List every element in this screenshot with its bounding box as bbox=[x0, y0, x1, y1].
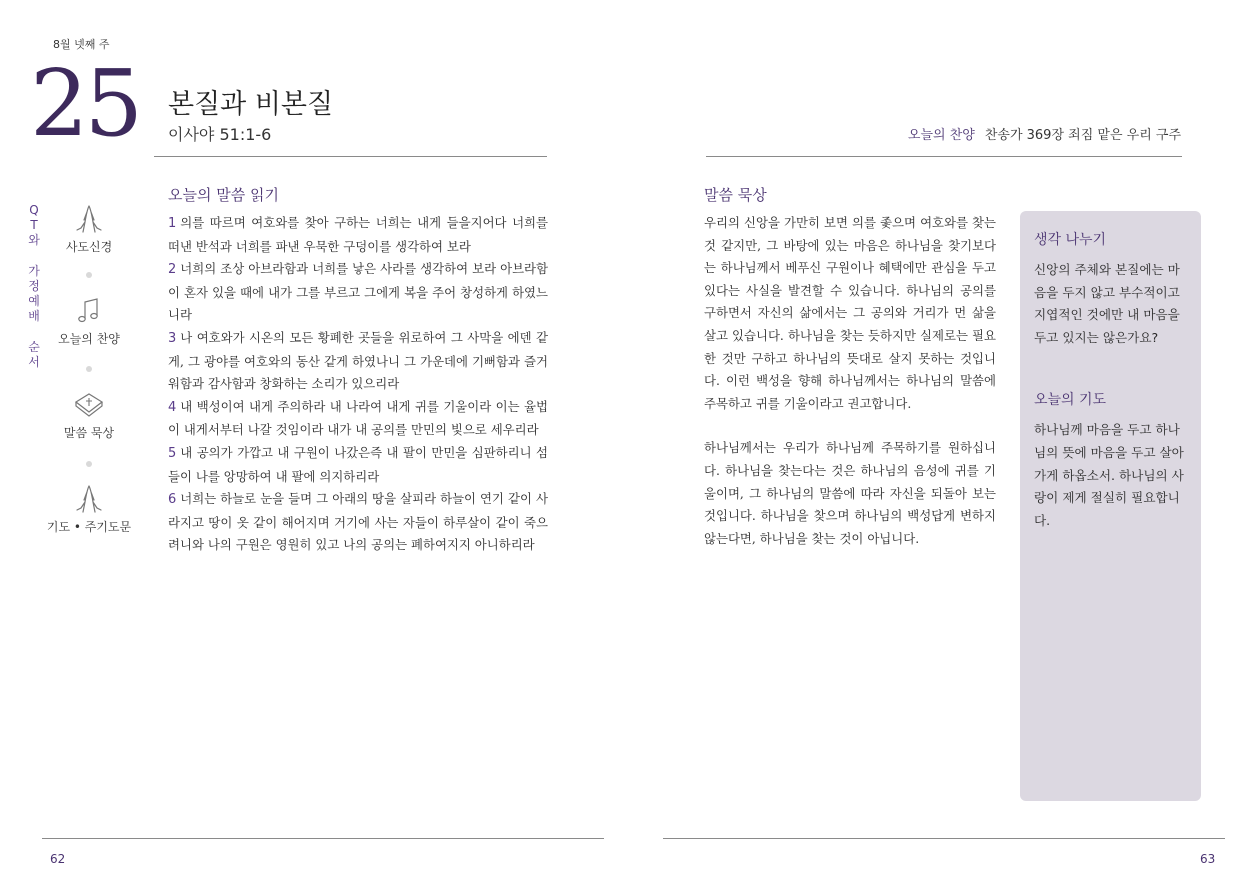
scripture-verses bbox=[168, 212, 548, 557]
hymn-title: 찬송가 369장 죄짐 맡은 우리 구주 bbox=[984, 128, 1181, 143]
order-separator-dot bbox=[86, 366, 92, 372]
order-separator-dot bbox=[86, 272, 92, 278]
week-label: 8월 넷째 주 bbox=[53, 38, 110, 51]
meditation-heading: 말씀 묵상 bbox=[704, 186, 767, 204]
scripture-reference: 이사야 51:1-6 bbox=[168, 125, 272, 144]
order-item-creed bbox=[46, 204, 132, 255]
order-item-hymn bbox=[46, 296, 132, 347]
hymn-info bbox=[908, 124, 1181, 143]
meditation-text bbox=[704, 212, 996, 550]
hymn-label: 오늘의 찬양 bbox=[907, 128, 975, 143]
header-rule-left bbox=[154, 156, 547, 157]
verse: 4 내 백성이여 내게 주의하라 내 나라여 내게 귀를 기울이라 이는 율법이 내게서부터 나갈 것임이라 내가 내 공의를 만민의 빛으로 세우리라 bbox=[168, 398, 548, 438]
share-heading: 생각 나누기 bbox=[1034, 232, 1107, 248]
reflection-sidebar bbox=[1020, 211, 1201, 801]
reading-heading: 오늘의 말씀 읽기 bbox=[168, 186, 279, 204]
day-number: 25 bbox=[30, 50, 140, 157]
bible-icon bbox=[73, 390, 105, 420]
footer-rule-left bbox=[42, 838, 604, 839]
music-note-icon bbox=[75, 296, 103, 326]
footer-rule-right bbox=[663, 838, 1225, 839]
share-text: 신앙의 주체와 본질에는 마음을 두지 않고 부수적이고 지엽적인 것에만 내 마음을 두고 있지는 않은가요? bbox=[1034, 262, 1180, 345]
order-item-prayer bbox=[46, 484, 132, 535]
worship-order-label: Q T 와 가 정 예 배 순 서 bbox=[28, 203, 40, 369]
page-number-right: 63 bbox=[1200, 852, 1216, 866]
verse: 5 내 공의가 가깝고 내 구원이 나갔은즉 내 팔이 만민을 심판하리니 섬들이 나를 앙망하여 내 팔에 의지하리라 bbox=[168, 444, 548, 484]
order-item-label: 기도 • 주기도문 bbox=[46, 520, 132, 534]
verse: 1 의를 따르며 여호와를 찾아 구하는 너희는 내게 들을지어다 너희를 떠낸 반석과 너희를 파낸 우묵한 구덩이를 생각하여 보라 bbox=[168, 215, 548, 254]
order-item-label: 사도신경 bbox=[65, 240, 113, 254]
prayer-text: 하나님께 마음을 두고 하나님의 뜻에 마음을 두고 살아가게 하옵소서. 하나님의 사랑이 제게 절실히 필요합니다. bbox=[1034, 422, 1184, 528]
order-item-label: 말씀 묵상 bbox=[63, 426, 115, 440]
praying-hands-icon bbox=[73, 204, 105, 234]
page-number-left: 62 bbox=[50, 852, 66, 866]
order-separator-dot bbox=[86, 461, 92, 467]
page-title: 본질과 비본질 bbox=[168, 89, 334, 120]
verse: 3 나 여호와가 시온의 모든 황폐한 곳들을 위로하여 그 사막을 에덴 같게, 그 광야를 여호와의 동산 같게 하였나니 그 가운데에 기뻐함과 즐거워함과 감사함과 창화하는 소리가 있으리라 bbox=[168, 329, 548, 392]
header-rule-right bbox=[706, 156, 1182, 157]
verse: 2 너희의 조상 아브라함과 너희를 낳은 사라를 생각하여 보라 아브라함이 혼자 있을 때에 내가 그를 부르고 그에게 복을 주어 창성하게 하였느니라 bbox=[168, 261, 548, 323]
meditation-paragraph: 우리의 신앙을 가만히 보면 의를 좇으며 여호와를 찾는 것 같지만, 그 바탕에 있는 마음은 하나님을 찾기보다는 하나님께서 베푸신 구원이나 혜택에만 관심을 두고 있다는 사실을 발견할 수 있습니다. 하나님의 공의를 구하면서 자신의 삶에서는 그 공의와 거리가 먼 삶을 살고 있습니다. 하나님을 찾는 듯하지만 실제로는 필요한 것만 구하고 하나님의 뜻대로 살지 못하는 것입니다. 이런 백성을 향해 하나님께서는 하나님의 말씀에 주목하고 귀를 기울이라고 권고합니다. bbox=[704, 215, 996, 411]
order-item-word bbox=[46, 390, 132, 441]
meditation-paragraph: 하나님께서는 우리가 하나님께 주목하기를 원하십니다. 하나님을 찾는다는 것은 하나님의 음성에 귀를 기울이며, 그 하나님의 말씀에 따라 자신을 되돌아 보는 것입니다. 하나님을 찾으며 하나님의 백성답게 변하지 않는다면, 하나님을 찾는 것이 아닙니다. bbox=[704, 440, 996, 546]
praying-hands-icon bbox=[73, 484, 105, 514]
verse: 6 너희는 하늘로 눈을 들며 그 아래의 땅을 살피라 하늘이 연기 같이 사라지고 땅이 옷 같이 해어지며 거기에 사는 자들이 하루살이 같이 죽으려니와 나의 구원은 영원히 있고 나의 공의는 폐하여지지 아니하리라 bbox=[168, 491, 548, 553]
prayer-heading: 오늘의 기도 bbox=[1034, 392, 1107, 409]
order-item-label: 오늘의 찬양 bbox=[58, 332, 120, 346]
